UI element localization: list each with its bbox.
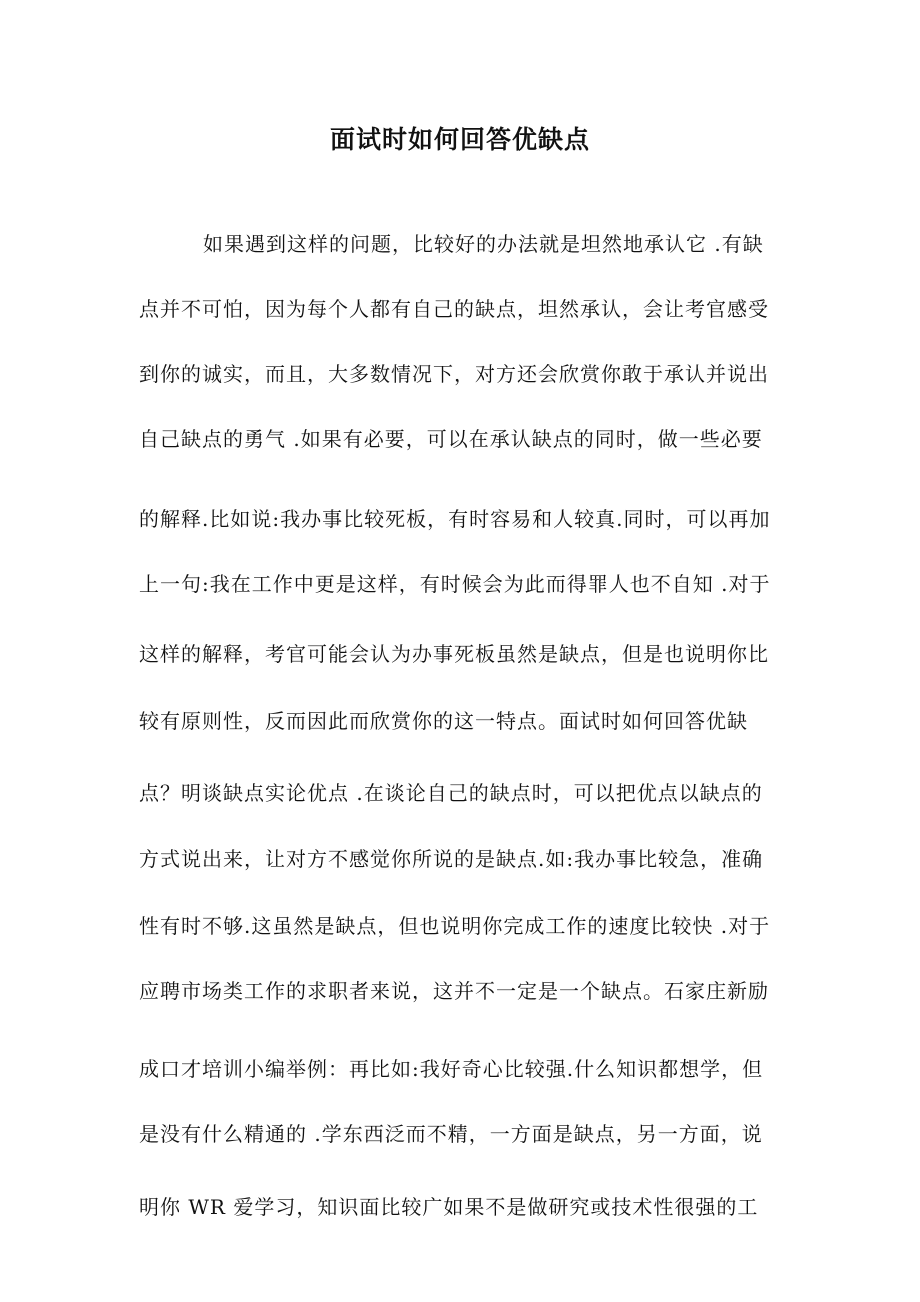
- paragraph-line: 成口才培训小编举例：再比如:我好奇心比较强.什么知识都想学，但: [139, 1057, 764, 1081]
- paragraph-line: 较有原则性，反而因此而欣赏你的这一特点。面试时如何回答优缺: [139, 709, 748, 733]
- paragraph-line: 方式说出来，让对方不感觉你所说的是缺点.如:我办事比较急，准确: [139, 847, 764, 871]
- paragraph-line: 的解释.比如说:我办事比较死板，有时容易和人较真.同时，可以再加: [139, 507, 771, 531]
- paragraph-line: 自己缺点的勇气 .如果有必要，可以在承认缺点的同时，做一些必要: [139, 427, 763, 451]
- paragraph-line: 点？明谈缺点实论优点 .在谈论自己的缺点时，可以把优点以缺点的: [139, 781, 763, 805]
- paragraph-line: 应聘市场类工作的求职者来说，这并不一定是一个缺点。石家庄新励: [139, 979, 769, 1003]
- paragraph-line: 是没有什么精通的 .学东西泛而不精，一方面是缺点，另一方面，说: [139, 1122, 763, 1146]
- paragraph-line: 点并不可怕，因为每个人都有自己的缺点，坦然承认，会让考官感受: [139, 297, 769, 321]
- paragraph-line: 如果遇到这样的问题，比较好的办法就是坦然地承认它 .有缺: [203, 232, 764, 256]
- paragraph-line: 明你 WR 爱学习，知识面比较广如果不是做研究或技术性很强的工: [139, 1195, 759, 1219]
- document-title: 面试时如何回答优缺点: [329, 125, 590, 154]
- paragraph-line: 这样的解释，考官可能会认为办事死板虽然是缺点，但是也说明你比: [139, 642, 769, 666]
- paragraph-line: 性有时不够.这虽然是缺点，但也说明你完成工作的速度比较快 .对于: [139, 914, 771, 938]
- paragraph-line: 上一句:我在工作中更是这样，有时候会为此而得罪人也不自知 .对于: [139, 572, 771, 596]
- paragraph-line: 到你的诚实，而且，大多数情况下，对方还会欣赏你敢于承认并说出: [139, 362, 769, 386]
